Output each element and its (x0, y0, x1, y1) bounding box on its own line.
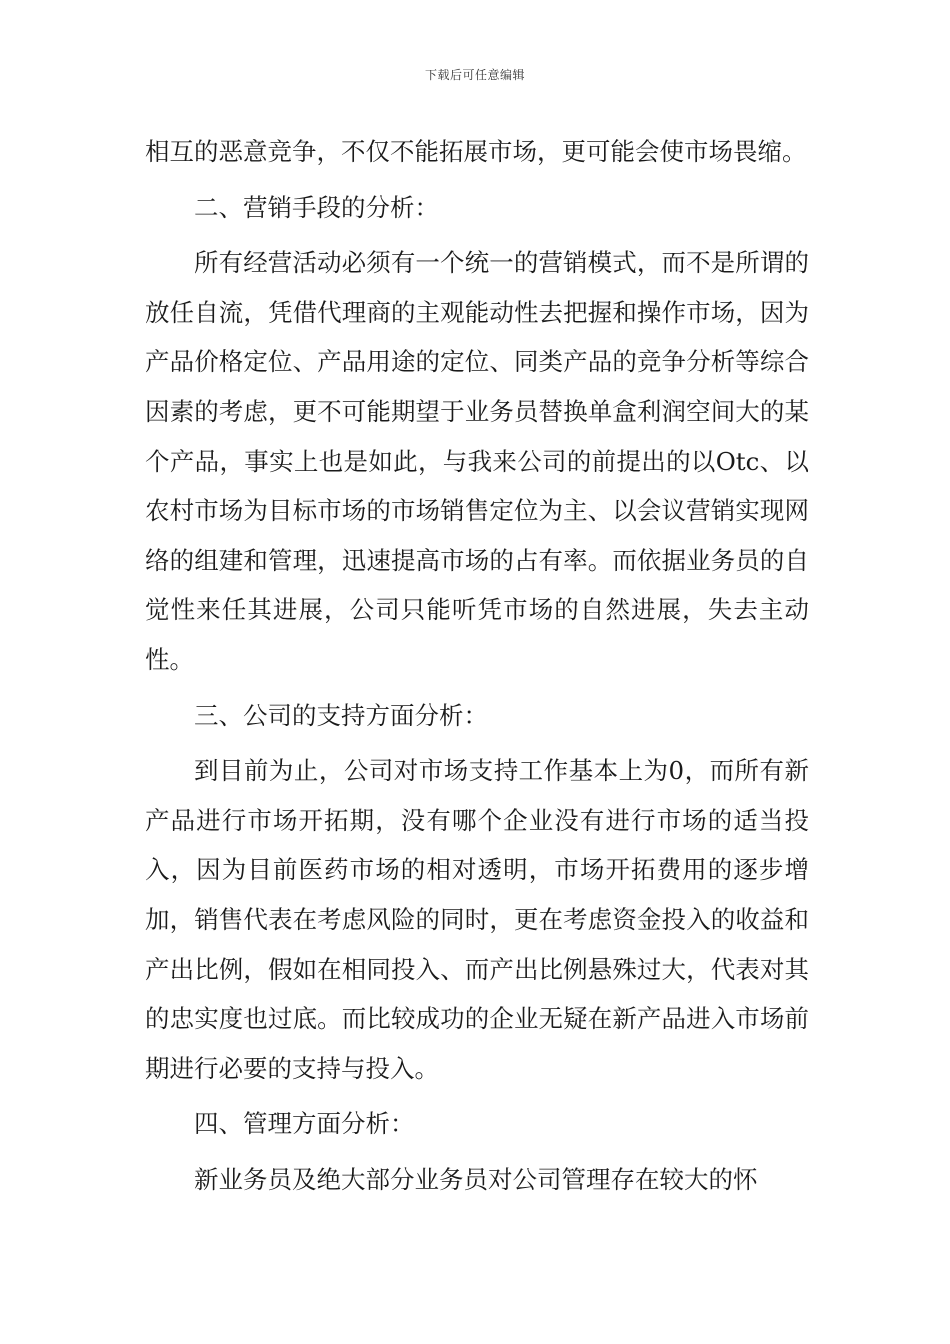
document-body (145, 127, 809, 1204)
section-heading-marketing: 二、营销手段的分析： (194, 192, 439, 222)
paragraph-continuation: 相互的恶意竞争，不仅不能拓展市场，更可能会使市场畏缩。 (145, 137, 807, 166)
paragraph-support: 到目前为止，公司对市场支持工作基本上为0，而所有新产品进行市场开拓期，没有哪个企业没有进行市场的适当投入，因为目前医药市场的相对透明，市场开拓费用的逐步增加，销售代表在考虑风险的同时，更在考虑资金投入的收益和产出比例，假如在相同投入、而产出比例悬殊过大，代表对其的忠实度也过底。而比较成功的企业无疑在新产品进入市场前期进行必要的支持与投入。 (145, 756, 809, 1083)
paragraph-marketing: 所有经营活动必须有一个统一的营销模式，而不是所谓的放任自流，凭借代理商的主观能动性去把握和操作市场，因为产品价格定位、产品用途的定位、同类产品的竞争分析等综合因素的考虑，更不可能期望于业务员替换单盒利润空间大的某个产品，事实上也是如此，与我来公司的前提出的以Otc、以农村市场为目标市场的市场销售定位为主、以会议营销实现网络的组建和管理，迅速提高市场的占有率。而依据业务员的自觉性来任其进展，公司只能听凭市场的自然进展，失去主动性。 (145, 248, 809, 674)
section-heading-management: 四、管理方面分析： (194, 1109, 415, 1139)
header-note: 下载后可任意编辑 (424, 68, 525, 82)
section-heading-support: 三、公司的支持方面分析： (194, 700, 488, 730)
paragraph-management: 新业务员及绝大部分业务员对公司管理存在较大的怀 (194, 1164, 758, 1194)
